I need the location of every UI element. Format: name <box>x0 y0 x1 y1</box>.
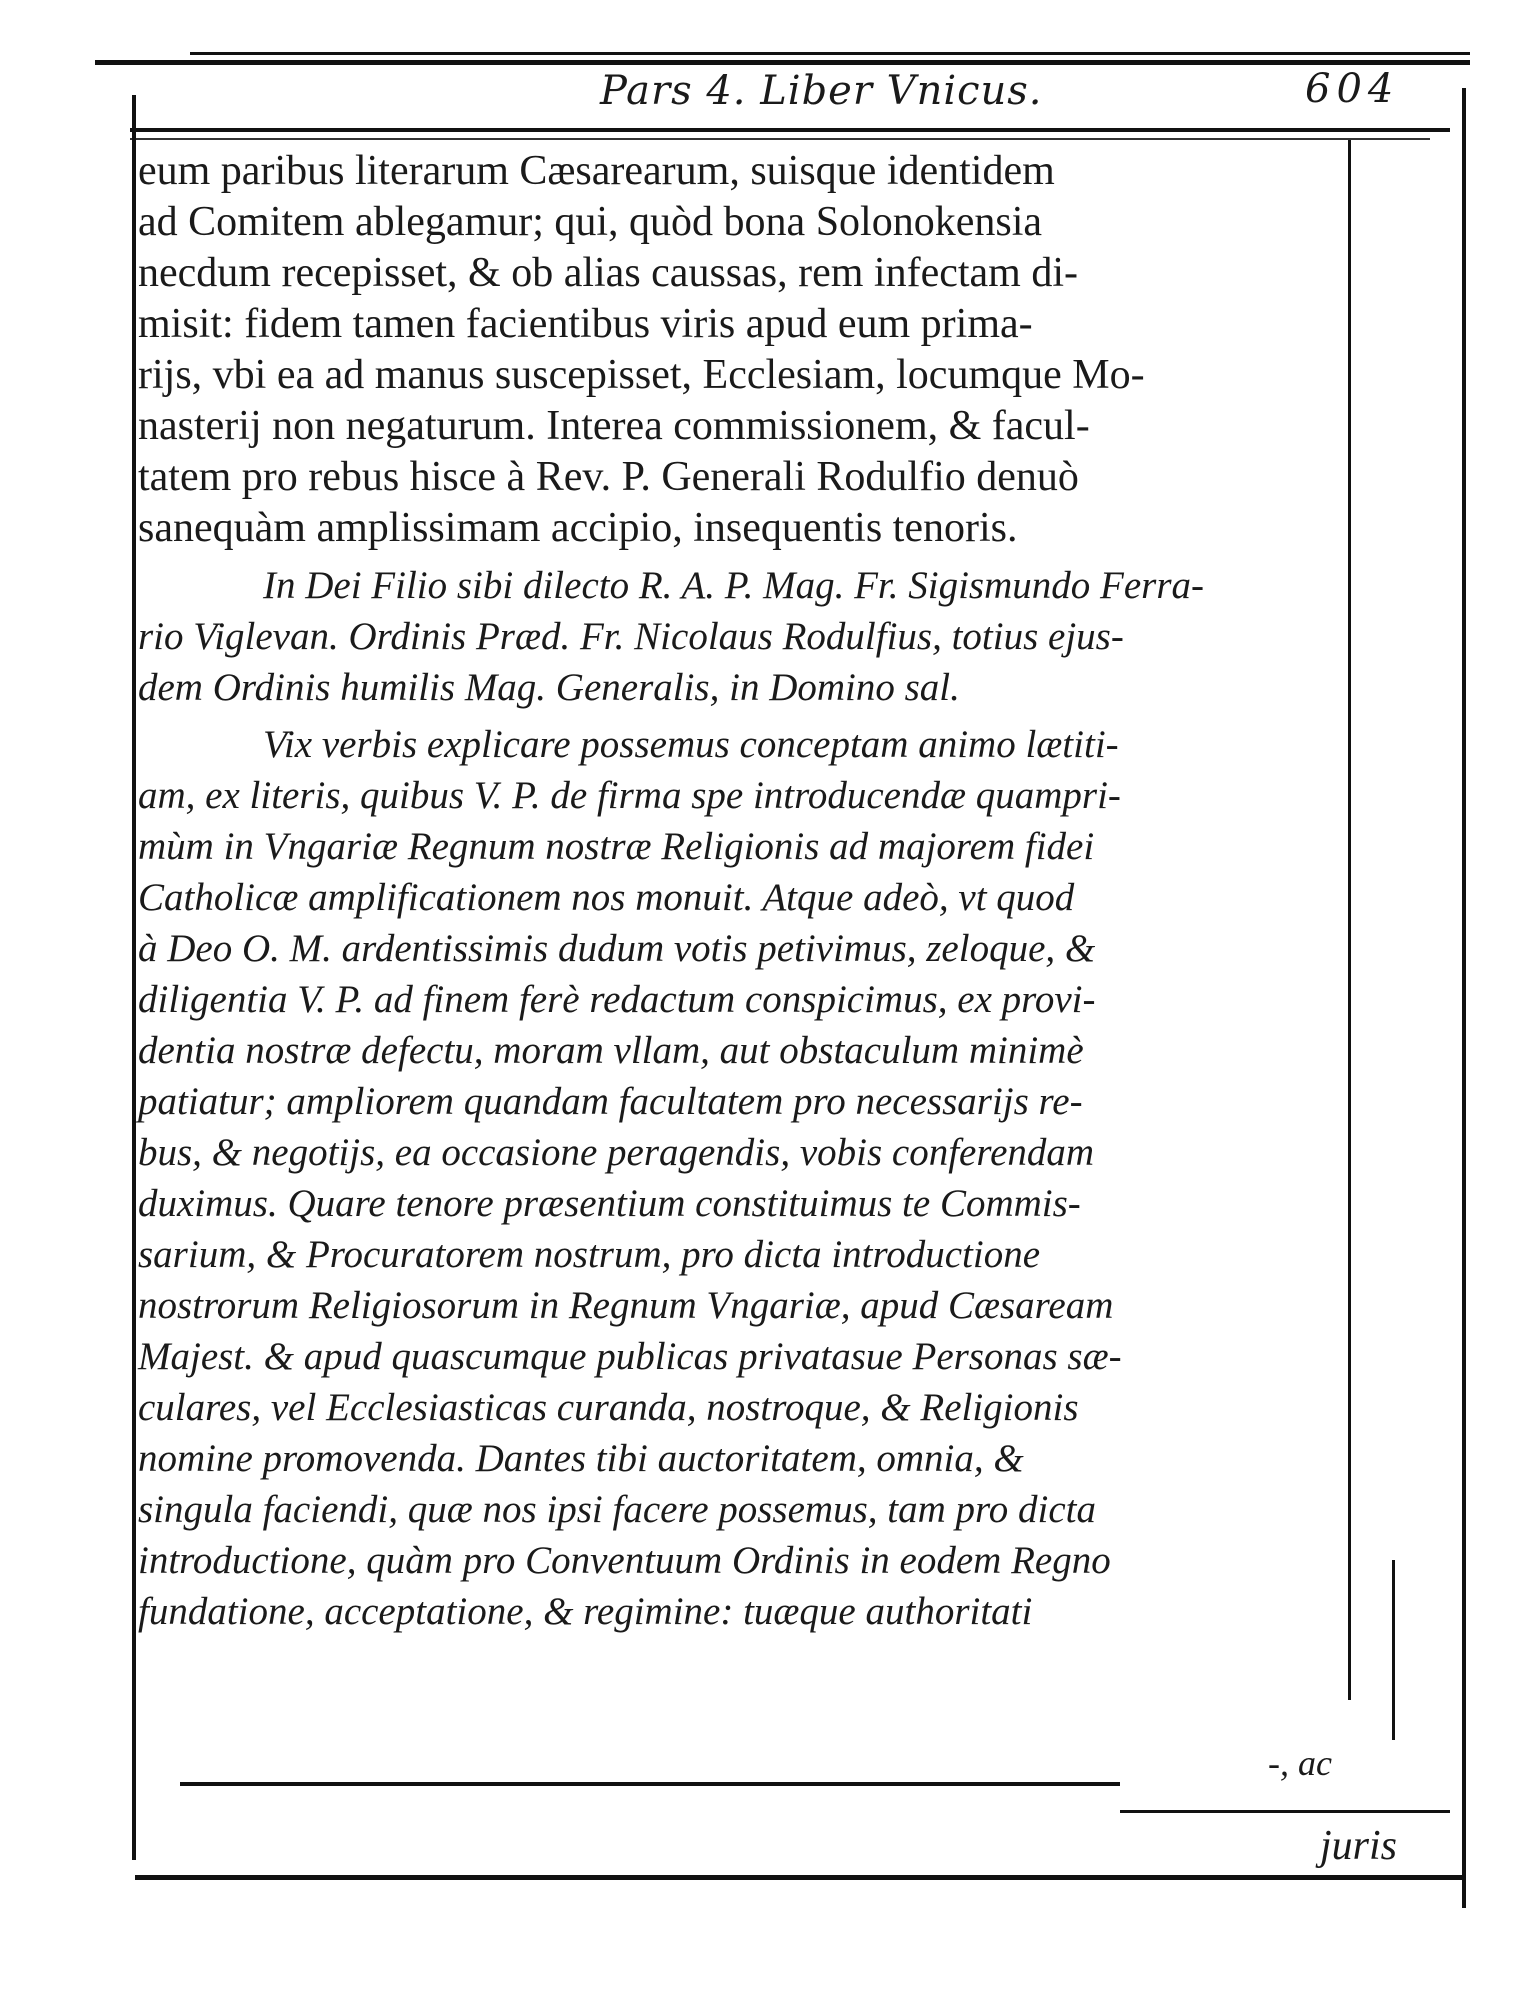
letter-line: patiatur; ampliorem quandam facultatem pro necessarijs re- <box>138 1080 1083 1123</box>
letter-line: Vix verbis explicare possemus conceptam animo lætiti- <box>263 723 1119 766</box>
letter-line: à Deo O. M. ardentissimis dudum votis petivimus, zeloque, & <box>138 927 1096 970</box>
text-line: misit: fidem tamen facientibus viris apud eum prima- <box>138 301 1033 347</box>
running-head: Pars 4. Liber Vnicus. <box>600 68 1043 114</box>
letter-line: bus, & negotijs, ea occasione peragendis, vobis conferendam <box>138 1131 1095 1174</box>
page-number: 604 <box>1305 66 1400 112</box>
top-rule-thin <box>190 52 1470 55</box>
left-frame-rule <box>132 95 136 1860</box>
letter-line: singula faciendi, quæ nos ipsi facere possemus, tam pro dicta <box>138 1488 1096 1531</box>
header-rule-thin <box>130 138 1430 140</box>
margin-fragment: -, ac <box>1268 1743 1332 1783</box>
letter-line: nomine promovenda. Dantes tibi auctoritatem, omnia, & <box>138 1437 1024 1480</box>
letter-line: introductione, quàm pro Conventuum Ordinis in eodem Regno <box>138 1539 1111 1582</box>
right-frame-rule <box>1348 140 1351 1700</box>
text-block <box>138 146 1346 1637</box>
letter-line: fundatione, acceptatione, & regimine: tuæque authoritati <box>138 1590 1033 1633</box>
letter-line: Majest. & apud quascumque publicas privatasue Personas sæ- <box>138 1335 1122 1378</box>
letter-line: am, ex literis, quibus V. P. de firma spe introducendæ quampri- <box>138 774 1121 817</box>
letter-line: nostrorum Religiosorum in Regnum Vngariæ, apud Cæsaream <box>138 1284 1114 1327</box>
top-rule <box>95 60 1470 65</box>
letter-line: sarium, & Procuratorem nostrum, pro dicta introductione <box>138 1233 1041 1276</box>
text-line: ad Comitem ablegamur; qui, quòd bona Solonokensia <box>138 199 1043 245</box>
letter-line: duximus. Quare tenore præsentium constituimus te Commis- <box>138 1182 1081 1225</box>
address-line: dem Ordinis humilis Mag. Generalis, in Domino sal. <box>138 666 960 709</box>
outer-right-rule <box>1462 88 1466 1908</box>
text-line: eum paribus literarum Cæsarearum, suisque identidem <box>138 148 1055 194</box>
bottom-rule <box>180 1782 1120 1786</box>
header-rule <box>130 128 1450 132</box>
margin-rule <box>1392 1560 1395 1740</box>
letter-line: culares, vel Ecclesiasticas curanda, nostroque, & Religionis <box>138 1386 1079 1429</box>
letter-line: dentia nostræ defectu, moram vllam, aut obstaculum minimè <box>138 1029 1084 1072</box>
text-line: rijs, vbi ea ad manus suscepisset, Ecclesiam, locumque Mo- <box>138 352 1145 398</box>
text-line: tatem pro rebus hisce à Rev. P. Generali Rodulfio denuò <box>138 454 1079 500</box>
catchword: juris <box>1320 1823 1398 1869</box>
address-line: rio Viglevan. Ordinis Præd. Fr. Nicolaus Rodulfius, totius ejus- <box>138 615 1124 658</box>
address-line: In Dei Filio sibi dilecto R. A. P. Mag. Fr. Sigismundo Ferra- <box>263 564 1204 607</box>
text-line: nasterij non negaturum. Interea commissionem, & facul- <box>138 403 1090 449</box>
catchword-rule <box>1120 1810 1450 1813</box>
text-line: sanequàm amplissimam accipio, insequentis tenoris. <box>138 505 1018 551</box>
letter-line: diligentia V. P. ad finem ferè redactum conspicimus, ex provi- <box>138 978 1096 1021</box>
letter-line: mùm in Vngariæ Regnum nostræ Religionis ad majorem fidei <box>138 825 1095 868</box>
letter-line: Catholicæ amplificationem nos monuit. Atque adeò, vt quod <box>138 876 1075 919</box>
bottom-frame-rule <box>135 1875 1465 1880</box>
text-line: necdum recepisset, & ob alias caussas, rem infectam di- <box>138 250 1078 296</box>
